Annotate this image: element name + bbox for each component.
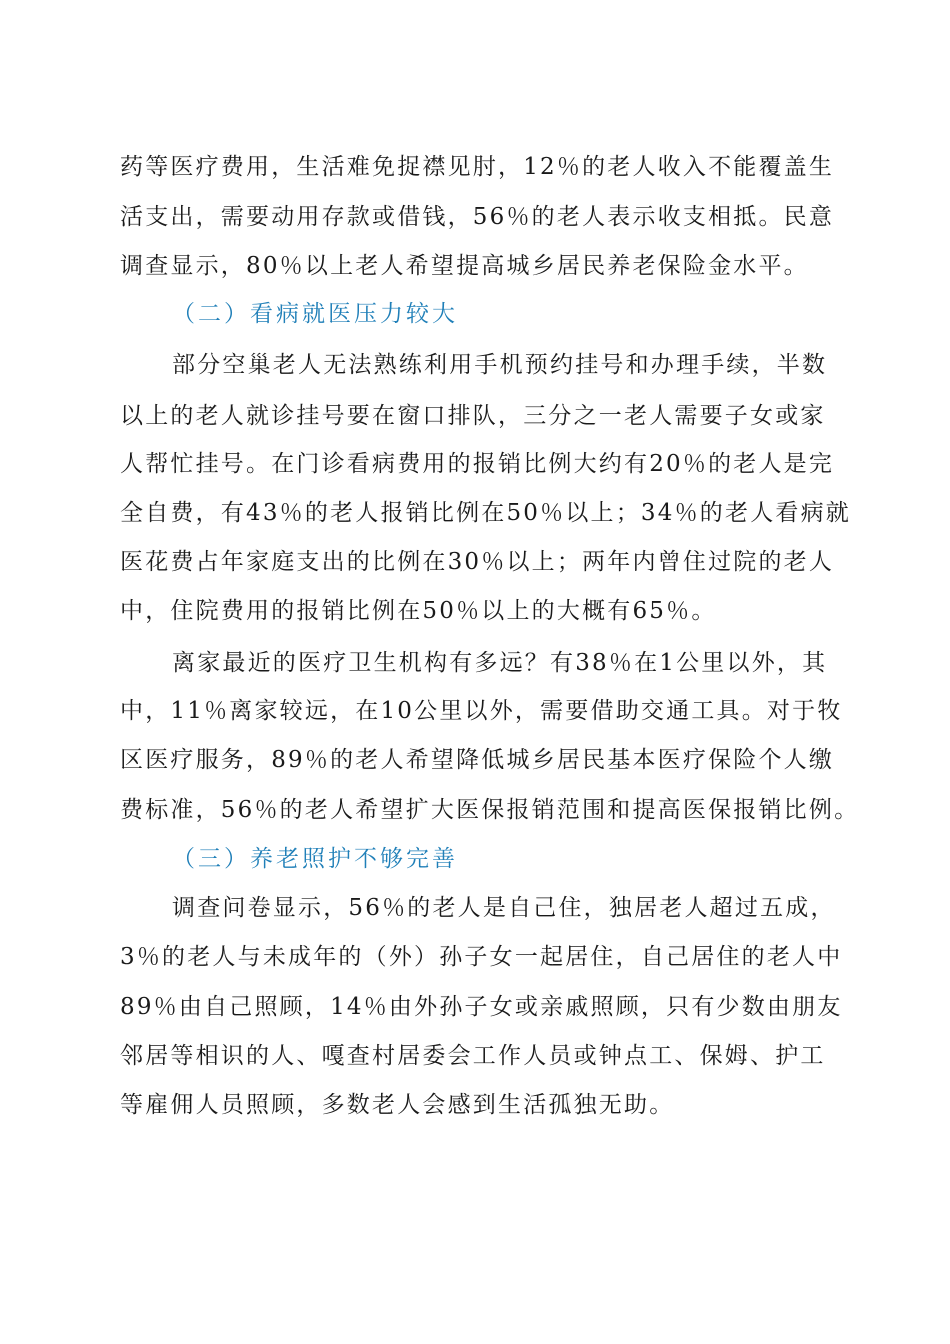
paragraph-4-line-2: 3％的老人与未成年的（外）孙子女一起居住，自己居住的老人中: [120, 944, 843, 970]
paragraph-1-line-2: 活支出，需要动用存款或借钱，56％的老人表示收支相抵。民意: [120, 204, 835, 230]
paragraph-2-line-2: 以上的老人就诊挂号要在窗口排队，三分之一老人需要子女或家: [120, 403, 826, 429]
paragraph-3-line-2: 中，11％离家较远，在10公里以外，需要借助交通工具。对于牧: [120, 698, 843, 724]
paragraph-4-line-1: 调查问卷显示，56％的老人是自己住，独居老人超过五成，: [172, 895, 836, 921]
paragraph-1-line-1: 药等医疗费用，生活难免捉襟见肘，12％的老人收入不能覆盖生: [120, 154, 835, 180]
paragraph-4-line-5: 等雇佣人员照顾，多数老人会感到生活孤独无助。: [120, 1092, 675, 1118]
paragraph-4-line-4: 邻居等相识的人、嘎查村居委会工作人员或钟点工、保姆、护工: [120, 1043, 826, 1069]
section-heading-3: （三）养老照护不够完善: [172, 846, 458, 872]
section-heading-2: （二）看病就医压力较大: [172, 301, 458, 327]
paragraph-2-line-5: 医花费占年家庭支出的比例在30％以上；两年内曾住过院的老人: [120, 549, 835, 575]
paragraph-2-line-3: 人帮忙挂号。在门诊看病费用的报销比例大约有20％的老人是完: [120, 451, 835, 477]
paragraph-3-line-3: 区医疗服务，89％的老人希望降低城乡居民基本医疗保险个人缴: [120, 747, 835, 773]
paragraph-2-line-1: 部分空巢老人无法熟练利用手机预约挂号和办理手续，半数: [172, 352, 828, 378]
paragraph-2-line-6: 中，住院费用的报销比例在50％以上的大概有65％。: [120, 598, 717, 624]
paragraph-3-line-4: 费标准，56％的老人希望扩大医保报销范围和提高医保报销比例。: [120, 797, 860, 823]
paragraph-4-line-3: 89％由自己照顾，14％由外孙子女或亲戚照顾，只有少数由朋友: [120, 994, 843, 1020]
paragraph-3-line-1: 离家最近的医疗卫生机构有多远？有38％在1公里以外，其: [172, 650, 828, 676]
paragraph-2-line-4: 全自费，有43％的老人报销比例在50％以上；34％的老人看病就: [120, 500, 851, 526]
paragraph-1-line-3: 调查显示，80％以上老人希望提高城乡居民养老保险金水平。: [120, 253, 809, 279]
